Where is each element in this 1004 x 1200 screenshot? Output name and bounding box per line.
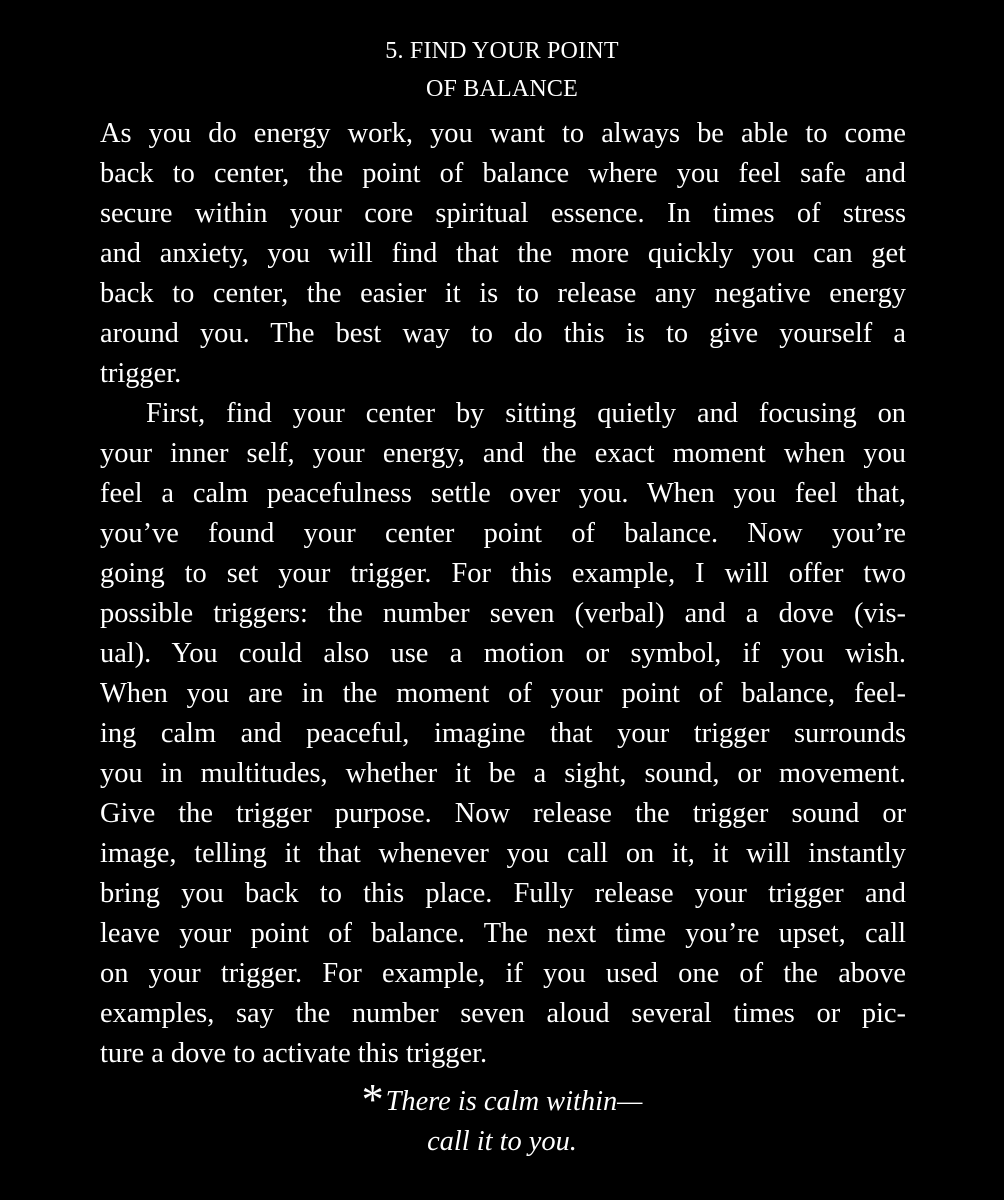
text-line: leave your point of balance. The next time you’re upset, call: [100, 918, 906, 949]
text-line: As you do energy work, you want to always be able to come: [100, 118, 906, 149]
text-line: back to center, the easier it is to release any negative energy: [100, 278, 906, 309]
text-line: ual). You could also use a motion or symbol, if you wish.: [100, 638, 906, 669]
heading-line-1: 5. FIND YOUR POINT: [385, 38, 619, 64]
text-line: on your trigger. For example, if you used one of the above: [100, 958, 906, 989]
text-line: back to center, the point of balance where you feel safe and: [100, 158, 906, 189]
text-line: going to set your trigger. For this example, I will offer two: [100, 558, 906, 589]
text-line: trigger.: [100, 358, 182, 389]
text-line: Give the trigger purpose. Now release the trigger sound or: [100, 798, 906, 829]
text-line: examples, say the number seven aloud several times or pic-: [100, 998, 906, 1029]
text-line: ing calm and peaceful, imagine that your trigger surrounds: [100, 718, 906, 749]
quote-text-1: There is calm within—: [385, 1086, 643, 1117]
paragraph-2: [100, 394, 906, 1074]
text-line: and anxiety, you will find that the more quickly you can get: [100, 238, 906, 269]
text-line: secure within your core spiritual essence. In times of stress: [100, 198, 906, 229]
paragraph-1: [100, 114, 906, 394]
body-text: [100, 114, 906, 1074]
text-line: First, find your center by sitting quietly and focusing on: [146, 398, 906, 429]
asterisk-ornament: *: [361, 1075, 384, 1124]
text-line: you’ve found your center point of balance. Now you’re: [100, 518, 906, 549]
text-line: image, telling it that whenever you call on it, it will instantly: [100, 838, 906, 869]
text-line: bring you back to this place. Fully release your trigger and: [100, 878, 906, 909]
quote-line-1: [0, 1075, 1004, 1124]
text-line: ture a dove to activate this trigger.: [100, 1038, 488, 1069]
text-line: possible triggers: the number seven (verbal) and a dove (vis-: [100, 598, 906, 629]
text-line: feel a calm peacefulness settle over you. When you feel that,: [100, 478, 906, 509]
heading-line-2: OF BALANCE: [425, 76, 578, 102]
quote-line-2: call it to you.: [427, 1126, 577, 1157]
text-line: you in multitudes, whether it be a sight, sound, or movement.: [100, 758, 906, 789]
section-heading: [0, 32, 1004, 108]
text-line: your inner self, your energy, and the exact moment when you: [100, 438, 906, 469]
closing-quote: [0, 1075, 1004, 1162]
text-line: around you. The best way to do this is to give yourself a: [100, 318, 906, 349]
text-line: When you are in the moment of your point of balance, feel-: [100, 678, 906, 709]
